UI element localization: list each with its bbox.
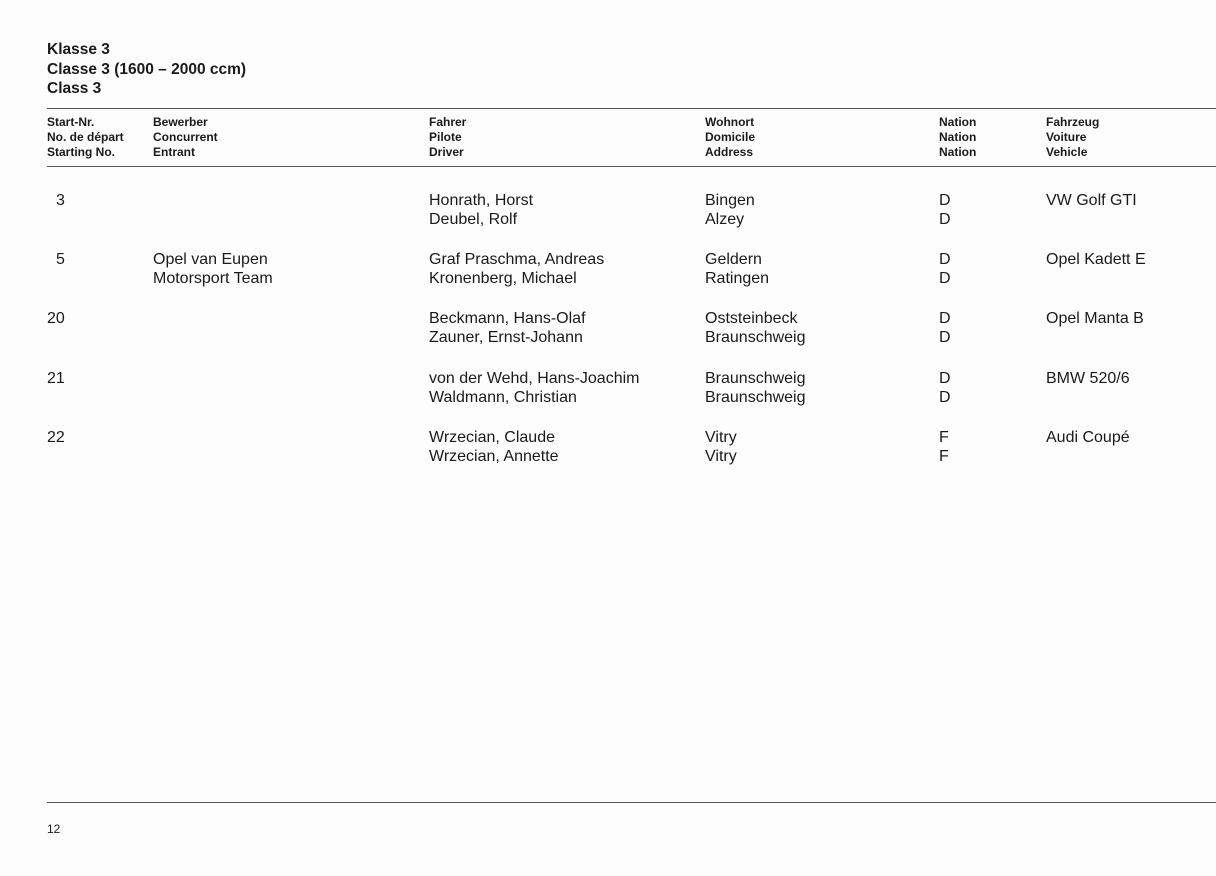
address: Oststeinbeck [705,310,798,327]
address-cell [705,250,769,288]
header-entrant [153,115,218,160]
driver-name: Honrath, Horst [429,192,534,209]
driver-cell [429,191,533,229]
header-start-fr: No. de départ [47,130,124,144]
header-driver-de: Fahrer [429,115,467,129]
header-address-fr: Domicile [705,130,756,144]
title-line-fr: Classe 3 (1600 – 2000 ccm) [47,60,247,78]
driver-name: Beckmann, Hans-Olaf [429,310,586,327]
address: Vitry [705,448,737,465]
header-address [705,115,755,160]
driver-cell [429,428,559,466]
title-line-de: Klasse 3 [47,41,110,58]
vehicle: Opel Kadett E [1046,251,1146,268]
nation: D [939,211,951,228]
address: Braunschweig [705,329,806,346]
address: Vitry [705,429,737,446]
header-start-de: Start-Nr. [47,115,95,129]
header-address-de: Wohnort [705,115,755,129]
address: Ratingen [705,270,770,287]
header-nation-de: Nation [939,115,977,129]
driver-name: Zauner, Ernst-Johann [429,329,583,346]
nation-cell [939,250,951,288]
driver-name: Deubel, Rolf [429,211,518,228]
header-start-en: Starting No. [47,145,115,159]
start-number: 20 [47,310,65,327]
header-vehicle-fr: Voiture [1046,130,1087,144]
header-vehicle-en: Vehicle [1046,145,1088,159]
nation: D [939,192,951,209]
nation: D [939,329,951,346]
driver-name: Waldmann, Christian [429,389,577,406]
vehicle: Audi Coupé [1046,429,1130,446]
address: Bingen [705,192,755,209]
header-driver-en: Driver [429,145,464,159]
page-title [47,40,246,99]
header-entrant-en: Entrant [153,145,195,159]
header-nation [939,115,976,160]
driver-cell [429,369,639,407]
header-address-en: Address [705,145,754,159]
page-number: 12 [47,822,61,836]
start-number: 21 [47,370,65,387]
nation: D [939,370,951,387]
driver-cell [429,250,604,288]
header-driver-fr: Pilote [429,130,462,144]
nation-cell [939,428,949,466]
address-cell [705,191,755,229]
header-nation-en: Nation [939,145,977,159]
footer-rule [47,802,1216,803]
entrant-cell [153,250,273,288]
nation: D [939,270,951,287]
driver-name: Wrzecian, Claude [429,429,555,446]
vehicle: VW Golf GTI [1046,192,1137,209]
address: Alzey [705,211,745,228]
header-start-no [47,115,124,160]
address-cell [705,309,806,347]
nation: F [939,429,949,446]
driver-name: Kronenberg, Michael [429,270,577,287]
nation: D [939,251,951,268]
title-line-en: Class 3 [47,80,102,97]
header-entrant-de: Bewerber [153,115,208,129]
header-bottom-rule [47,166,1216,167]
start-number: 5 [56,251,65,268]
header-vehicle-de: Fahrzeug [1046,115,1100,129]
nation: D [939,310,951,327]
address-cell [705,369,806,407]
header-vehicle [1046,115,1099,160]
driver-name: von der Wehd, Hans-Joachim [429,370,640,387]
header-top-rule [47,108,1216,109]
header-driver [429,115,466,160]
address: Braunschweig [705,370,806,387]
nation: D [939,389,951,406]
entrant-line: Opel van Eupen [153,251,268,268]
start-number: 3 [56,192,65,209]
header-entrant-fr: Concurrent [153,130,218,144]
entrant-line: Motorsport Team [153,270,273,287]
address: Braunschweig [705,389,806,406]
header-nation-fr: Nation [939,130,977,144]
address-cell [705,428,737,466]
nation-cell [939,369,951,407]
address: Geldern [705,251,762,268]
start-number: 22 [47,429,65,446]
vehicle: Opel Manta B [1046,310,1144,327]
nation-cell [939,309,951,347]
driver-name: Graf Praschma, Andreas [429,251,605,268]
driver-cell [429,309,586,347]
nation: F [939,448,949,465]
vehicle: BMW 520/6 [1046,370,1130,387]
driver-name: Wrzecian, Annette [429,448,559,465]
nation-cell [939,191,951,229]
